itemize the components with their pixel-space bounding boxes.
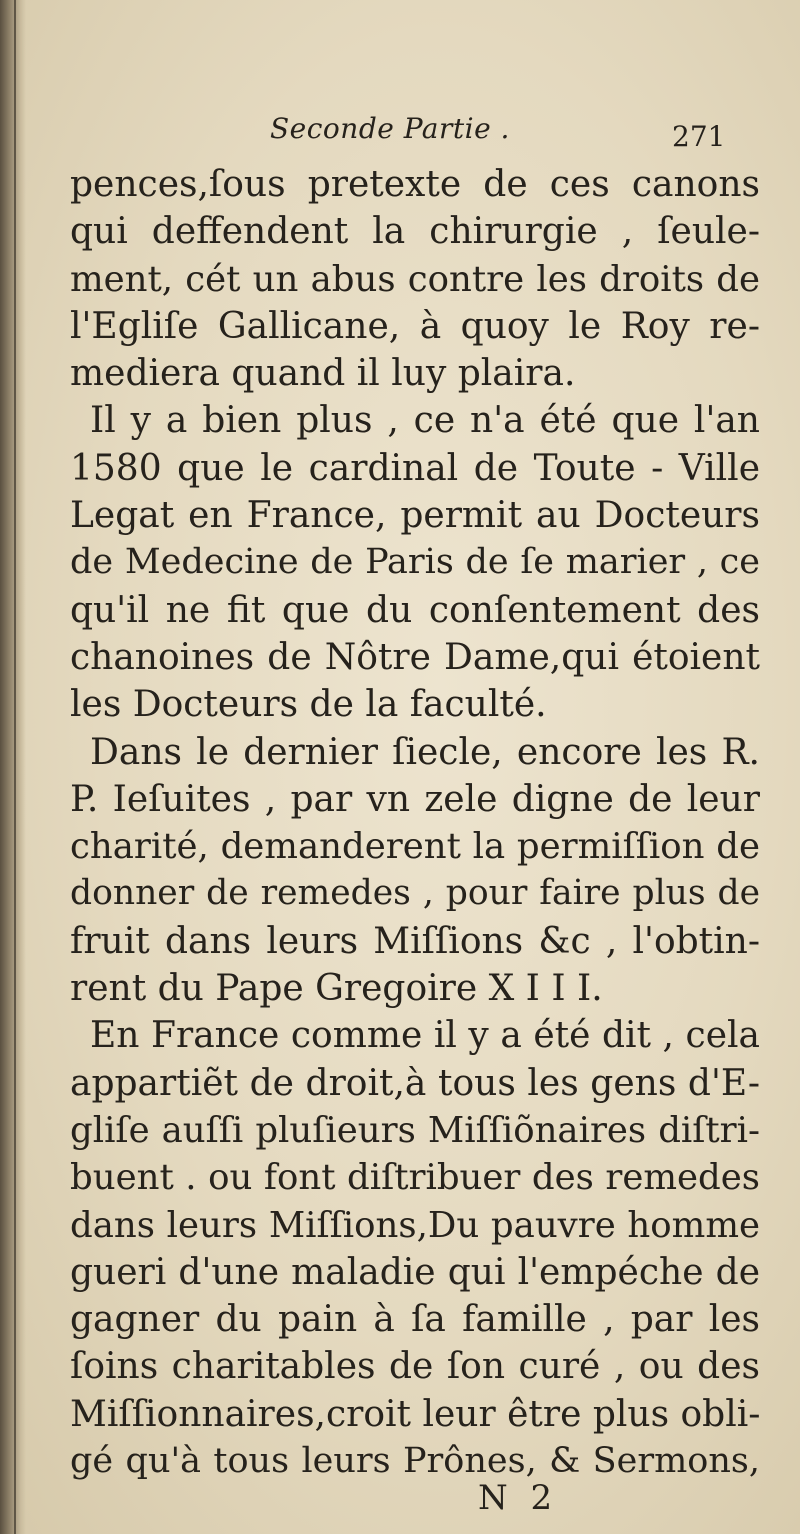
running-head: Seconde Partie . bbox=[270, 112, 510, 145]
text-line: gliſe auſſi pluſieurs Miſſiõnaires diſtri- bbox=[70, 1109, 760, 1151]
paragraph-3 bbox=[70, 729, 760, 1013]
text-line: dans leurs Miſſions,Du pauvre homme bbox=[70, 1204, 760, 1246]
text-line: de Medecine de Paris de ſe marier , ce bbox=[70, 542, 760, 583]
text-line: Il y a bien plus , ce n'a été que l'an bbox=[90, 400, 760, 442]
text-line: ſoins charitables de ſon curé , ou des bbox=[70, 1346, 760, 1388]
text-line: les Docteurs de la faculté. bbox=[70, 684, 547, 726]
text-line: Miſſionnaires,croit leur être plus obli- bbox=[70, 1393, 761, 1435]
text-line: qui deffendent la chirurgie , ſeule- bbox=[70, 211, 760, 253]
text-line: gueri d'une maladie qui l'empéche de bbox=[70, 1251, 760, 1293]
body-text bbox=[70, 161, 760, 1485]
text-line: Dans le dernier ſiecle, encore les R. bbox=[90, 731, 760, 773]
text-line: Legat en France, permit au Docteurs bbox=[70, 495, 760, 537]
paragraph-4 bbox=[70, 1012, 760, 1485]
text-line: appartiẽt de droit,à tous les gens d'E- bbox=[70, 1062, 760, 1104]
text-line: gagner du pain à ſa famille , par les bbox=[70, 1299, 760, 1341]
text-line: fruit dans leurs Miſſions &c , l'obtin- bbox=[70, 920, 760, 962]
paragraph-2 bbox=[70, 397, 760, 728]
text-line: rent du Pape Gregoire X I I I. bbox=[70, 968, 603, 1010]
page-header bbox=[0, 112, 800, 156]
text-line: gé qu'à tous leurs Prônes, & Sermons, bbox=[70, 1441, 760, 1482]
page-number: 271 bbox=[672, 120, 726, 153]
text-line: l'Egliſe Gallicane, à quoy le Roy re- bbox=[70, 305, 760, 347]
text-line: mediera quand il luy plaira. bbox=[70, 353, 576, 395]
text-line: En France comme il y a été dit , cela bbox=[90, 1015, 760, 1057]
text-line: 1580 que le cardinal de Toute - Ville bbox=[70, 447, 760, 489]
page-footer bbox=[0, 1478, 800, 1528]
text-line: chanoines de Nôtre Dame,qui étoient bbox=[70, 636, 760, 678]
text-line: buent . ou font diſtribuer des remedes bbox=[70, 1157, 760, 1199]
binding-edge bbox=[14, 0, 16, 1534]
paragraph-1 bbox=[70, 161, 760, 397]
text-line: charité, demanderent la permiſſion de bbox=[70, 826, 760, 868]
text-line: donner de remedes , pour faire plus de bbox=[70, 873, 760, 914]
text-line: ment, cét un abus contre les droits de bbox=[70, 258, 760, 300]
text-line: pences,ſous pretexte de ces canons bbox=[70, 164, 760, 205]
binding-gutter bbox=[0, 0, 26, 1534]
text-line: P. Ieſuites , par vn zele digne de leur bbox=[70, 778, 760, 820]
signature-mark: N 2 bbox=[478, 1478, 559, 1518]
text-line: qu'il ne fit que du conſentement des bbox=[70, 589, 760, 631]
